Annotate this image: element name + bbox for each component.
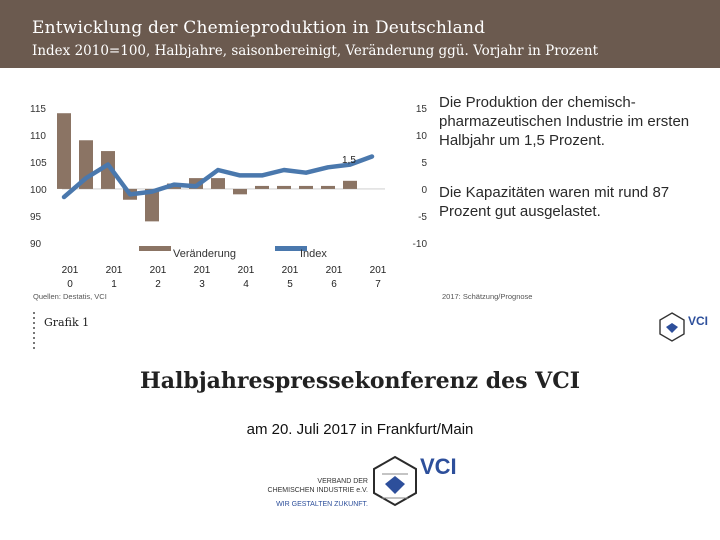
y-right-tick-label: 5	[421, 157, 427, 169]
vci-logo-small	[658, 311, 710, 343]
forecast-note: 2017: Schätzung/Prognose	[442, 292, 533, 301]
x-tick-label: 201	[149, 265, 167, 276]
grafik-label: Grafik 1	[44, 316, 90, 329]
x-tick-label: 201	[105, 265, 123, 276]
x-tick-label: 201	[237, 265, 255, 276]
x-tick-label-line2: 6	[331, 279, 337, 290]
x-tick-label: 201	[281, 265, 299, 276]
legend-label-bar: Veränderung	[173, 248, 236, 260]
conference-date: am 20. Juli 2017 in Frankfurt/Main	[246, 421, 474, 438]
logo-slogan: WIR GESTALTEN ZUKUNFT.	[276, 501, 368, 508]
y-left-tick-label: 105	[30, 157, 47, 169]
x-tick-label: 201	[61, 265, 79, 276]
x-tick-label: 201	[369, 265, 387, 276]
y-left-tick-label: 115	[30, 103, 46, 115]
source-note: Quellen: Destatis, VCI	[33, 292, 107, 301]
logo-line2: CHEMISCHEN INDUSTRIE e.V.	[267, 487, 368, 494]
y-left-tick-label: 110	[30, 130, 46, 142]
bar	[211, 178, 225, 189]
y-right-tick-label: -5	[418, 211, 427, 223]
y-left-tick-label: 90	[30, 239, 42, 250]
x-axis-labels	[62, 265, 387, 290]
chart	[0, 70, 430, 300]
conference-title: Halbjahrespressekonferenz des VCI	[139, 368, 581, 394]
logo-line1: VERBAND DER	[317, 478, 368, 485]
legend-label-line: Index	[300, 248, 327, 260]
legend	[139, 246, 327, 260]
y-right-tick-label: 10	[415, 130, 427, 142]
side-text-capacity: Die Kapazitäten waren mit rund 87 Prozent gut ausgelastet.	[439, 184, 670, 220]
y-left-tick-label: 95	[30, 211, 42, 223]
bar	[233, 189, 247, 194]
x-tick-label: 201	[193, 265, 211, 276]
bar	[343, 181, 357, 189]
x-tick-label-line2: 3	[199, 279, 205, 290]
bar	[321, 186, 335, 189]
y-left-tick-label: 100	[30, 184, 47, 196]
chart-title: Entwicklung der Chemieproduktion in Deutschland	[32, 18, 486, 38]
x-tick-label-line2: 1	[111, 279, 117, 290]
x-tick-label-line2: 4	[243, 279, 249, 290]
dotted-marker	[33, 312, 35, 352]
x-tick-label-line2: 0	[67, 279, 73, 290]
x-tick-label-line2: 7	[375, 279, 381, 290]
x-tick-label-line2: 2	[155, 279, 161, 290]
x-tick-label-line2: 5	[287, 279, 293, 290]
header-bar	[0, 0, 720, 68]
y-right-tick-label: -10	[412, 239, 427, 250]
y-right-tick-label: 15	[415, 103, 427, 115]
right-axis	[413, 104, 428, 250]
logo-big-brand: VCI	[420, 454, 457, 479]
annotations	[342, 155, 356, 166]
bar-value-label: 1,5	[342, 154, 356, 166]
legend-swatch-bar	[139, 246, 171, 251]
vci-logo-large	[262, 454, 472, 518]
left-axis	[30, 104, 47, 250]
bar	[255, 186, 269, 189]
bar	[299, 186, 313, 189]
bar	[57, 113, 71, 189]
logo-small-brand: VCI	[688, 314, 709, 328]
x-tick-label: 201	[325, 265, 343, 276]
y-right-tick-label: 0	[421, 184, 427, 196]
chart-subtitle: Index 2010=100, Halbjahre, saisonbereinigt, Veränderung ggü. Vorjahr in Prozent	[32, 43, 599, 59]
bar	[277, 186, 291, 189]
side-text-production: Die Produktion der chemisch-pharmazeutischen Industrie im ersten Halbjahr um 1,5 Prozent.	[439, 94, 690, 149]
